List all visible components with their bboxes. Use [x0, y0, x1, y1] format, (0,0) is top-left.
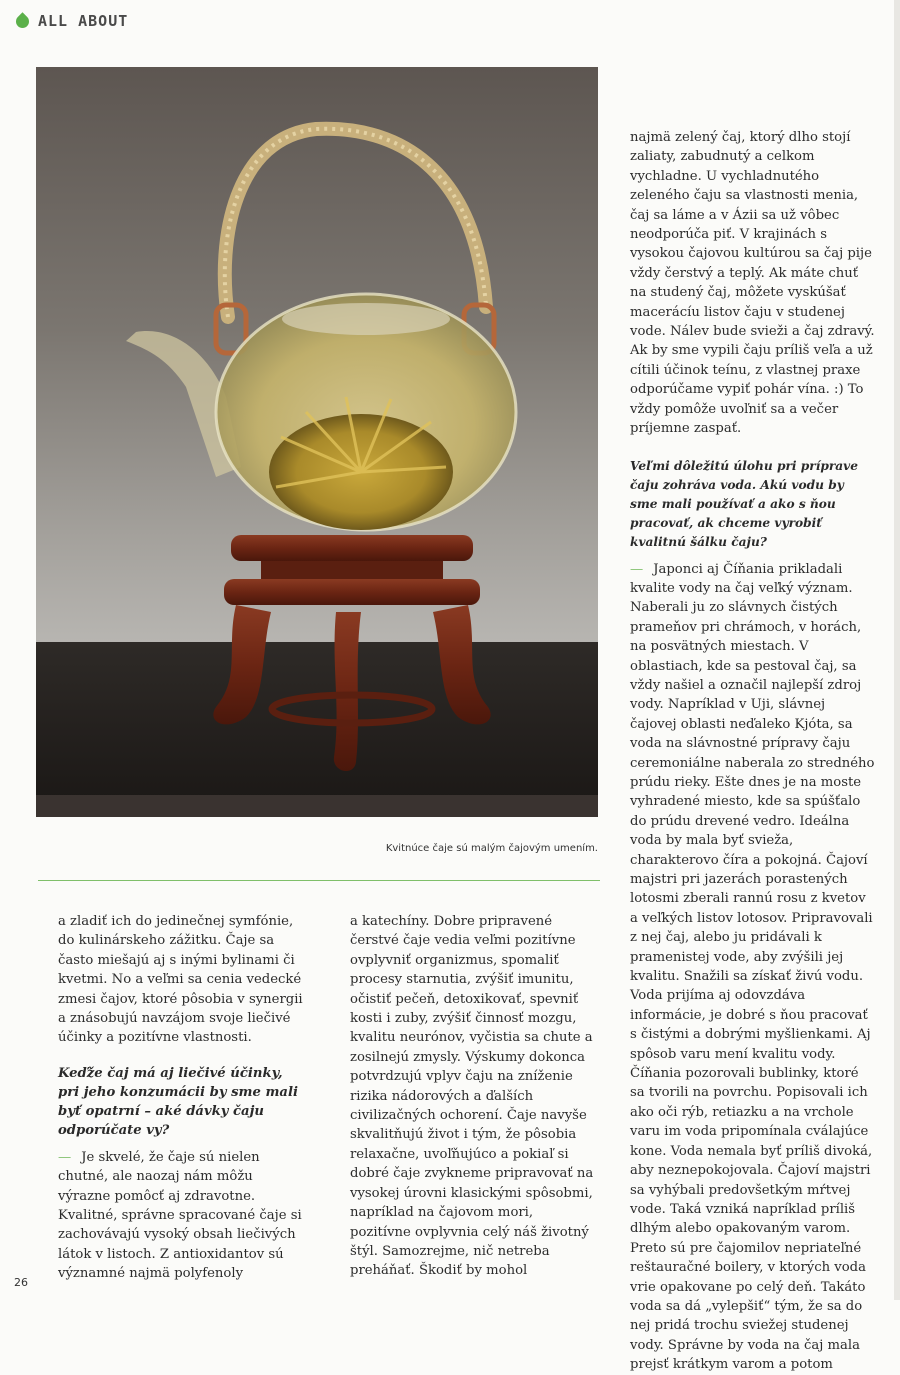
- body-paragraph: najmä zelený čaj, ktorý dlho stojí zaliaty, zabudnutý a celkom vychladne. U vychladnutého zeleného čaju sa vlastnosti menia, čaj sa láme a v Ázii sa už vôbec neodporúča piť. V krajinách s vysokou čajovou kultúrou sa čaj pije vždy čerstvý a teplý. Ak máte chuť na studený čaj, môžete vyskúšať macerácíu listov čaju v studenej vode. Nálev bude svieži a čaj zdravý. Ak by sme vypili čaju príliš veľa a už cítili účinok teínu, z vlastnej praxe odporúčame vypiť pohár vína. :) To vždy pomôže uvoľniť sa a večer príjemne zaspať.: [630, 130, 875, 437]
- answer-text: Je skvelé, že čaje sú nielen chutné, ale naozaj nám môžu výrazne pomôcť aj zdravotne. Kvalitné, správne spracované čaje si zachovávajú vysoký obsah liečivých látok v listoch. Z antioxidantov sú významné najmä polyfenoly: [58, 1149, 302, 1282]
- photo-caption: Kvitnúce čaje sú malým čajovým umením.: [385, 843, 598, 854]
- interview-question: Keďže čaj má aj liečivé účinky, pri jeho konzumácii by sme mali byť opatrní – aké dávky čaju odporúčate vy?: [58, 1065, 298, 1138]
- body-paragraph: a katechíny. Dobre pripravené čerstvé čaje vedia veľmi pozitívne ovplyvniť organizmus, spomaliť procesy starnutia, zvýšiť imunitu, očistiť pečeň, detoxikovať, spevniť kosti i zuby, zvýšiť činnosť mozgu, kvalitu neurónov, vyčistia sa chute a zosilnejú zmysly. Výskumy dokonca potvrdzujú vplyv čaju na zníženie rizika nádorových a ďalších civilizačných ochorení. Čaje navyše skvalitňujú život i tým, že pôsobia relaxačne, uvoľňujúco a pokiaľ si dobré čaje zvykneme pripravovať na vysokej úrovni klasickými spôsobmi, napríklad na čajovom mori, pozitívne ovplyvnia celý náš životný štýl. Samozrejme, nič netreba preháňať. Škodiť by mohol: [350, 914, 594, 1279]
- interview-question: Veľmi dôležitú úlohu pri príprave čaju zohráva voda. Akú vodu by sme mali používať a ako s ňou pracovať, ak chceme vyrobiť kvalitnú šálku čaju?: [630, 458, 859, 549]
- dash-icon: —: [630, 561, 644, 577]
- section-label: ALL ABOUT: [38, 12, 129, 30]
- leaf-icon: [13, 12, 31, 30]
- section-divider: [38, 880, 600, 881]
- interview-answer: [58, 1148, 306, 1284]
- page-edge: [894, 0, 900, 1300]
- right-column: [630, 128, 875, 1375]
- teapot-photo: [36, 67, 598, 817]
- interview-answer: [630, 560, 875, 1375]
- middle-column: [350, 912, 595, 1281]
- page-number: 26: [14, 1276, 28, 1289]
- answer-text: Japonci aj Číňania prikladali kvalite vody na čaj veľký význam. Naberali ju zo slávnych čistých prameňov pri chrámoch, v horách, na posvätných miestach. V oblastiach, kde sa pestoval čaj, sa vždy našiel a označil najlepší zdroj vody. Napríklad v Uji, slávnej čajovej oblasti neďaleko Kjóta, sa voda na slávnostné prípravy čaju ceremoniálne naberala zo stredného prúdu rieky. Ešte dnes je na moste vyhradené miesto, kde sa spúšťalo do prúdu drevené vedro. Ideálna voda by mala byť svieža, charakterovo číra a pokojná. Čajoví majstri pri jazerách porastených lotosmi zberali rannú rosu z kvetov a veľkých listov lotosov. Pripravovali z nej čaj, alebo ju pridávali k pramenistej vode, aby zvýšili jej kvalitu. Snažili sa získať živú vodu. Voda prijíma aj odovzdáva informácie, je dobré s ňou pracovať s čistými a dobrými myšlienkami. Aj spôsob varu mení kvalitu vody. Číňania pozorovali bublinky, ktoré sa tvorili na povrchu. Popisovali ich ako oči rýb, retiazku a na vrchole varu im voda pripomínala cválajúce kone. Voda nemala byť príliš divoká, aby neznepokojovala. Čajoví majstri sa vyhýbali predovšetkým mŕtvej vode. Taká vzniká napríklad príliš dlhým alebo opakovaným varom. Preto sú pre čajomilov nepriateľné reštauračné boilery, v ktorých voda vrie opakovane po celý deň. Takáto voda sa dá „vylepšiť“ tým, že sa do nej pridá trochu sviežej studenej vody. Správne by voda na čaj mala prejsť krátkym varom a potom: [630, 561, 875, 1373]
- left-column: [58, 912, 306, 1284]
- teapot-illustration: [36, 67, 598, 817]
- section-header: [16, 12, 128, 30]
- intro-paragraph: a zladiť ich do jedinečnej symfónie, do kulinárskeho zážitku. Čaje sa často miešajú aj s inými bylinami či kvetmi. No a veľmi sa cenia vedecké zmesi čajov, ktoré pôsobia v synergii a znásobujú navzájom svoje liečivé účinky a pozitívne vlastnosti.: [58, 914, 303, 1046]
- dash-icon: —: [58, 1149, 72, 1165]
